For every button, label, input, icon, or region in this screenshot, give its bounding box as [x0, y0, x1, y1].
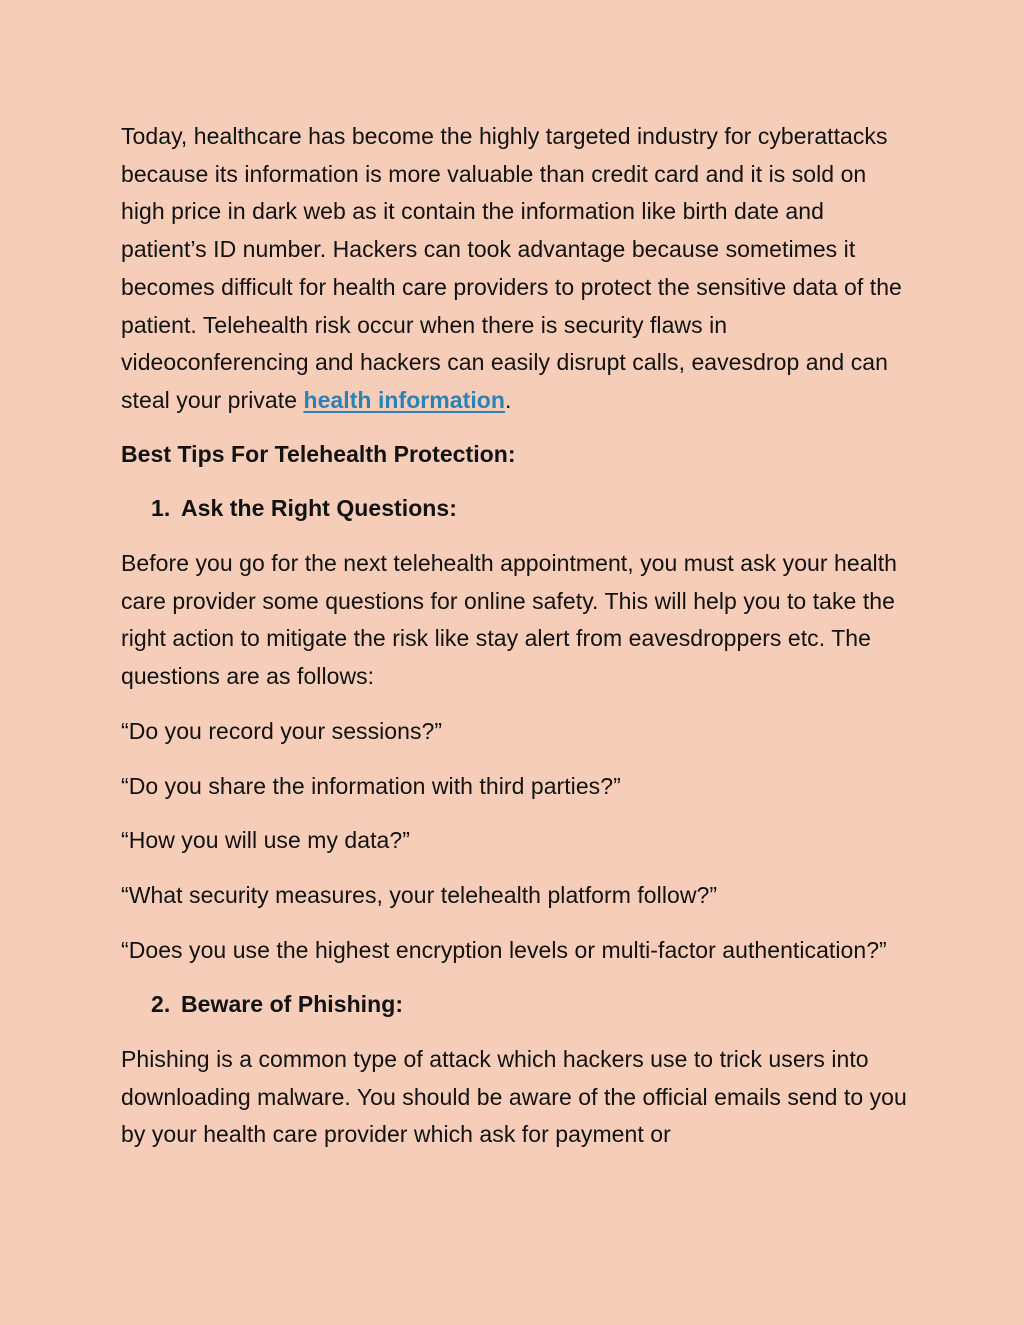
section-heading: Best Tips For Telehealth Protection:	[121, 440, 516, 467]
question-quote-1: “Do you record your sessions?”	[121, 717, 443, 744]
list-heading-1	[121, 490, 911, 528]
list-heading-2	[121, 986, 911, 1024]
item-2-paragraph: Phishing is a common type of attack which hackers use to trick users into downloading malware. You should be aware of the official emails send to you by your health care provider which ask for payment or	[121, 1046, 907, 1148]
intro-paragraph	[121, 118, 911, 420]
list-number-2: 2.	[151, 991, 171, 1018]
question-quote-3: “How you will use my data?”	[121, 827, 410, 854]
document-content	[121, 118, 911, 1154]
question-quote-2: “Do you share the information with third parties?”	[121, 772, 621, 799]
list-title-1: Ask the Right Questions:	[181, 495, 457, 522]
item-1-paragraph: Before you go for the next telehealth appointment, you must ask your health care provider some questions for online safety. This will help you to take the right action to mitigate the risk like stay alert from eavesdroppers etc. The questions are as follows:	[121, 550, 898, 690]
intro-punctuation: .	[505, 386, 512, 413]
list-number-1: 1.	[151, 495, 171, 522]
question-quote-5: “Does you use the highest encryption levels or multi-factor authentication?”	[121, 936, 887, 963]
question-quote-4: “What security measures, your telehealth platform follow?”	[121, 881, 718, 908]
list-title-2: Beware of Phishing:	[181, 991, 404, 1018]
health-information-link[interactable]: health information	[303, 386, 505, 413]
intro-text: Today, healthcare has become the highly targeted industry for cyberattacks because its information is more valuable than credit card and it is sold on high price in dark web as it contain the information like birth date and patient’s ID number. Hackers can took advantage because sometimes it becomes difficult for health care providers to protect the sensitive data of the patient. Telehealth risk occur when there is security flaws in videoconferencing and hackers can easily disrupt calls, eavesdrop and can steal your private	[121, 123, 902, 413]
